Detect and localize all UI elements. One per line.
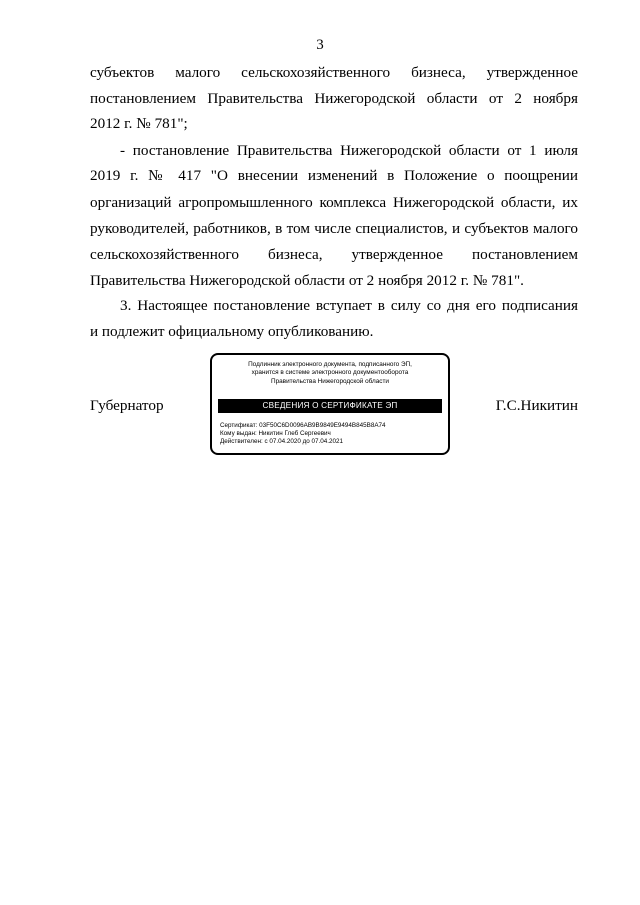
text-line: постановлением Правительства Нижегородской области от 2 ноября [90,90,578,107]
text-line: 2019 г. № 417 "О внесении изменений в Положение о поощрении [90,167,578,184]
text-line: 3. Настоящее постановление вступает в силу со дня его подписания [120,297,578,314]
text-line: Правительства Нижегородской области от 2 ноября 2012 г. № 781". [90,272,524,289]
stamp-header-line: хранится в системе электронного документооборота [251,369,409,377]
text-line: и подлежит официальному опубликованию. [90,323,374,340]
text-line: субъектов малого сельскохозяйственного бизнеса, утвержденное [90,64,578,81]
valid-label: Действителен: [220,438,263,445]
stamp-certificate-row [220,422,386,430]
page-number: 3 [316,37,324,53]
stamp-validity-row [220,438,343,446]
stamp-header-line: Подлинник электронного документа, подписанного ЭП, [248,361,412,368]
text-line: сельскохозяйственного бизнеса, утвержденное постановлением [90,246,578,263]
valid-value: с 07.04.2020 до 07.04.2021 [264,438,344,445]
stamp-header-line: Правительства Нижегородской области [270,377,390,385]
electronic-signature-stamp [210,353,450,455]
certificate-label: Сертификат: [220,422,258,429]
text-line: - постановление Правительства Нижегородской области от 1 июля [120,142,578,159]
text-line: организаций агропромышленного комплекса Нижегородской области, их [90,194,578,211]
stamp-issued-to-row [220,430,331,438]
text-line: 2012 г. № 781"; [90,115,188,132]
issued-to-value: Никитин Глеб Сергеевич [258,430,331,437]
stamp-title: СВЕДЕНИЯ О СЕРТИФИКАТЕ ЭП [218,399,442,413]
issued-to-label: Кому выдан: [220,430,257,437]
signer-name: Г.С.Никитин [495,397,578,414]
signer-position: Губернатор [90,397,164,414]
stamp-header [212,361,448,386]
text-line: руководителей, работников, в том числе специалистов, и субъектов малого [90,220,578,237]
certificate-value: 03F50C6D0096AB9B9849E9494B845B8A74 [259,422,386,429]
